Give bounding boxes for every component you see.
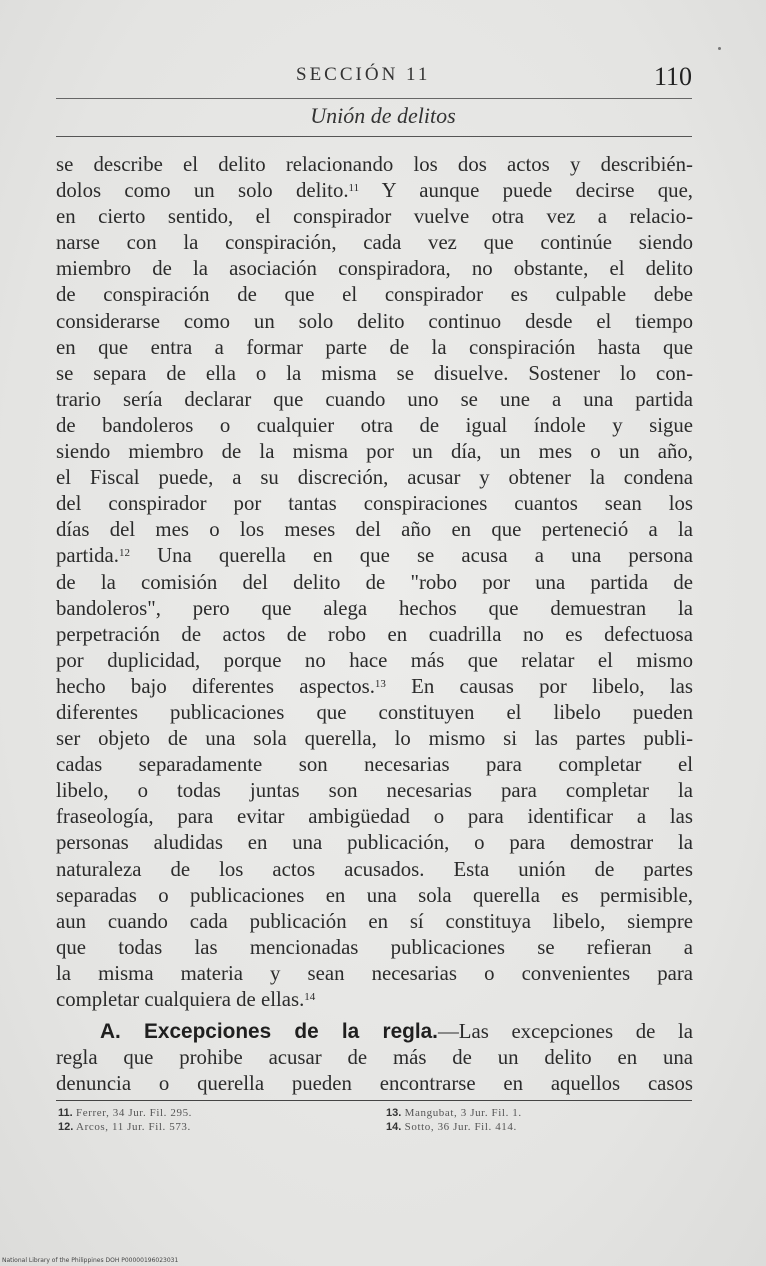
footnote-rule [56,1100,692,1101]
footnote-ref: 14 [304,991,316,1003]
footnote-column-right [386,1106,522,1134]
text-line: se separa de ella o la misma se disuelve. Sostener lo con- [56,361,693,385]
footnote-ref: 12 [118,547,130,560]
text-line: en que entra a formar parte de la conspiración hasta que [56,335,693,359]
text-line: miembro de la asociación conspiradora, no obstante, el delito [56,257,693,281]
speck [718,47,721,50]
text-line: perpetración de actos de robo en cuadrilla no es defectuosa [56,622,693,646]
text-line: considerarse como un solo delito continuo desde el tiempo [56,309,693,333]
footnote: 13. Mangubat, 3 Jur. Fil. 1. [386,1107,522,1119]
text-line: regla que prohibe acusar de más de un delito en una [56,1046,693,1070]
body-text [56,152,693,1097]
text-line: fraseología, para evitar ambigüedad o para identificar a las [56,805,693,829]
text-line: de la comisión del delito de "robo por una partida de [56,570,693,594]
footnote: 14. Sotto, 36 Jur. Fil. 414. [386,1121,517,1133]
footnote: 12. Arcos, 11 Jur. Fil. 573. [58,1121,191,1133]
text-line: separadas o publicaciones en una sola querella es permisible, [56,883,693,907]
text-line: en cierto sentido, el conspirador vuelve otra vez a relacio- [56,205,693,229]
text-line: siendo miembro de la misma por un día, un mes o un año, [56,440,693,464]
text-line: el Fiscal puede, a su discreción, acusar y obtener la condena [56,466,693,490]
text-line: narse con la conspiración, cada vez que continúe siendo [56,231,693,255]
running-subtitle: Unión de delitos [310,103,456,128]
text-line: se describe el delito relacionando los dos actos y describién- [56,153,693,176]
text-line: completar cualquiera de ellas.$^{14}$ [56,988,316,1011]
text-line: aun cuando cada publicación en sí constituya libelo, siempre [56,909,693,933]
text-line: denuncia o querella pueden encontrarse en aquellos casos [56,1072,693,1096]
text-line: personas aludidas en una publicación, o para demostrar la [56,831,693,855]
scan-credit: National Library of the Philippines DOH P00000196023031 [2,1257,179,1264]
text-line: partida.$^{12}$ Una querella en que se acusa a una persona [56,544,693,568]
section-a-heading: A. Excepciones de la regla. [100,1020,438,1044]
text-line: dolos como un solo delito.$^{11}$ Y aunque puede decirse que, [56,179,694,203]
page-number: 110 [653,62,692,91]
text-line: bandoleros", pero que alega hechos que demuestran la [56,596,693,620]
text-line: libelo, o todas juntas son necesarias para completar la [56,779,693,803]
text-line: días del mes o los meses del año en que perteneció a la [56,518,693,542]
page-header [56,62,696,98]
text-line: diferentes publicaciones que constituyen el libelo pueden [56,700,693,724]
text-line: de conspiración de que el conspirador es culpable debe [56,283,693,307]
text-line: por duplicidad, porque no hace más que relatar el mismo [56,648,693,672]
footnote: 11. Ferrer, 34 Jur. Fil. 295. [58,1107,193,1119]
header-rule [56,98,692,99]
footnote-ref: 13 [374,677,386,690]
text-line: naturaleza de los actos acusados. Esta unión de partes [56,857,693,881]
footnote-ref: 11 [348,182,360,195]
section-title: SECCIÓN 11 [296,64,431,85]
text-line: ser objeto de una sola querella, lo mismo si las partes publi- [56,727,693,751]
text-line: la misma materia y sean necesarias o convenientes para [56,961,693,985]
footnote-column-left [58,1106,192,1134]
subtitle-rule [56,136,692,137]
text-line: de bandoleros o cualquier otra de igual índole y sigue [56,413,693,437]
text-line: hecho bajo diferentes aspectos.$^{13}$ En causas por libelo, las [56,674,693,698]
text-line: que todas las mencionadas publicaciones se refieran a [56,935,693,959]
text-line: trario sería declarar que cuando uno se une a una partida [56,387,693,411]
section-a-first-line: A. Excepciones de la regla.—Las excepciones de la [100,1020,693,1044]
text-line: del conspirador por tantas conspiraciones cuantos sean los [56,492,693,516]
text-line: cadas separadamente son necesarias para completar el [56,753,693,777]
